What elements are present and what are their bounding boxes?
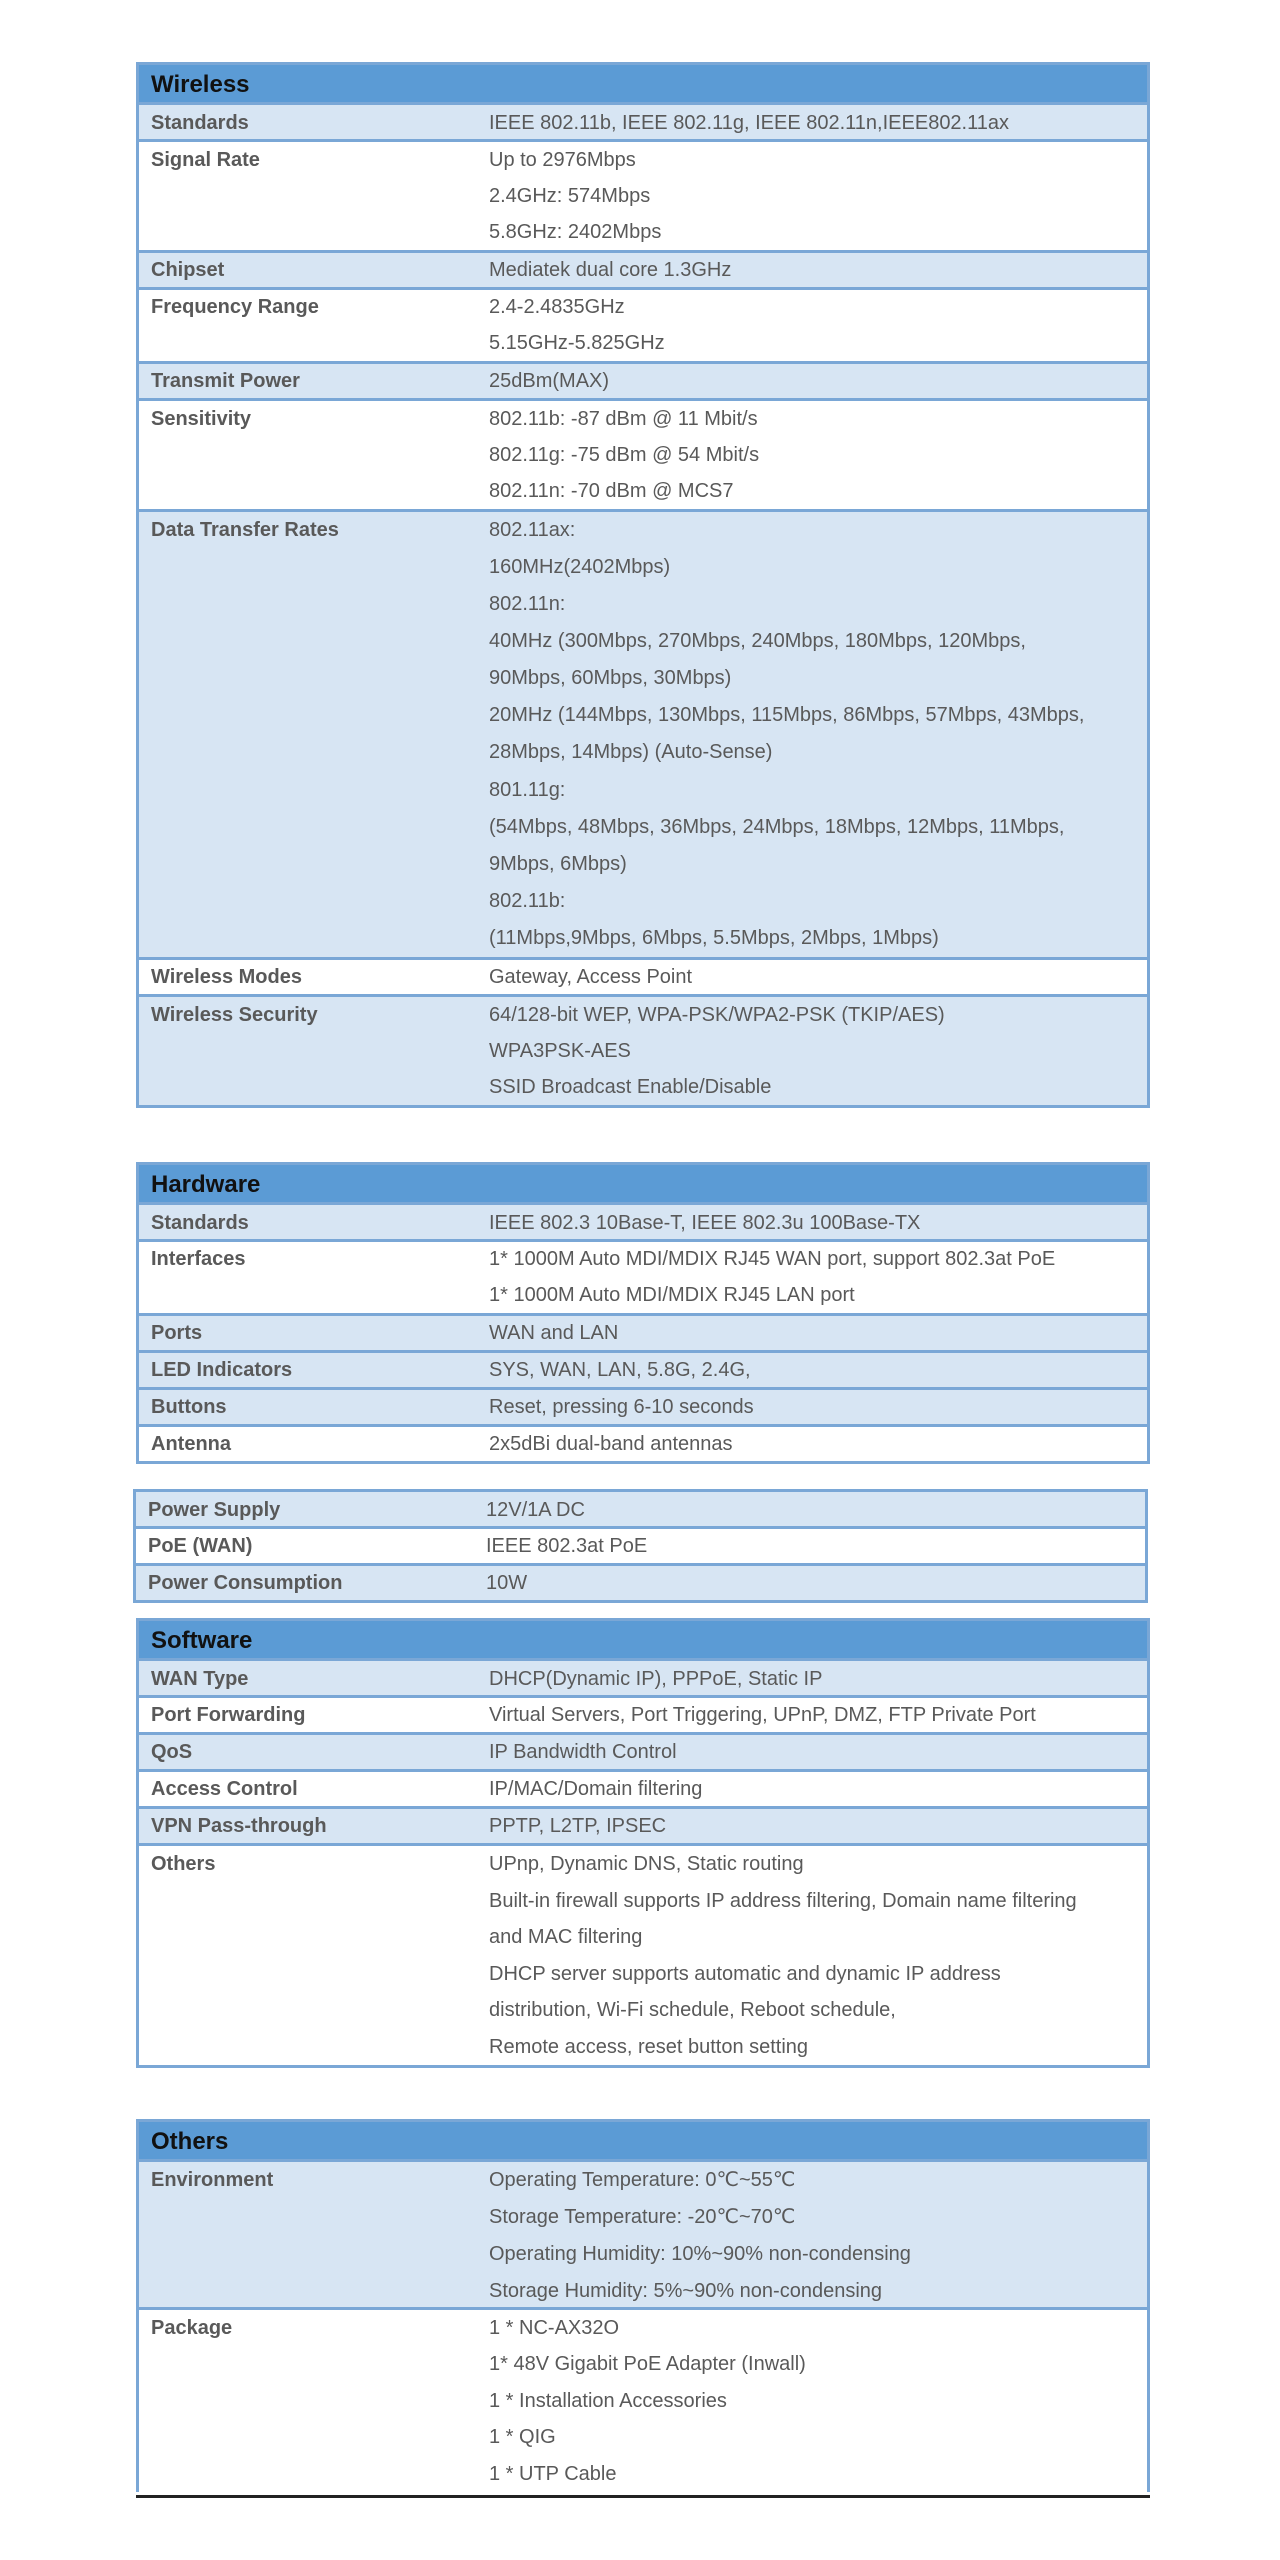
page-bottom-rule [136, 2495, 1150, 2498]
spec-label: VPN Pass-through [151, 1815, 327, 1837]
spec-values [489, 997, 1147, 1105]
spec-value-line: 1 * NC-AX32O [489, 2317, 620, 2339]
software-row-access-control [139, 1769, 1147, 1806]
spec-values [489, 512, 1147, 957]
wireless-row-signal-rate [139, 139, 1147, 250]
spec-values [489, 1353, 1147, 1387]
spec-label: Buttons [151, 1396, 227, 1418]
spec-values [489, 1698, 1147, 1732]
spec-value-line: Storage Humidity: 5%~90% non-condensing [489, 2280, 883, 2302]
spec-value-line: and MAC filtering [489, 1926, 643, 1948]
wireless-row-sensitivity [139, 398, 1147, 509]
wireless-rows [139, 105, 1147, 1105]
spec-value-line: (54Mbps, 48Mbps, 36Mbps, 24Mbps, 18Mbps, 12Mbps, 11Mbps, [489, 815, 1065, 838]
spec-values [489, 960, 1147, 994]
others-section-title: Others [139, 2122, 1147, 2162]
spec-values [489, 1772, 1147, 1806]
power-row-poe-wan [136, 1526, 1145, 1563]
software-row-qos [139, 1732, 1147, 1769]
spec-values [489, 2162, 1147, 2307]
spec-values [489, 105, 1147, 139]
spec-label: Data Transfer Rates [151, 519, 339, 541]
spec-label: Environment [151, 2169, 274, 2191]
power-rows [136, 1492, 1145, 1600]
spec-value-line: 160MHz(2402Mbps) [489, 556, 671, 579]
spec-value-line: IEEE 802.3 10Base-T, IEEE 802.3u 100Base-TX [489, 1212, 921, 1234]
spec-value-line: IEEE 802.3at PoE [486, 1535, 648, 1557]
hardware-section-title: Hardware [139, 1165, 1147, 1205]
spec-label: Port Forwarding [151, 1704, 306, 1726]
spec-value-line: 5.8GHz: 2402Mbps [489, 221, 662, 243]
spec-value-line: 802.11n: [489, 593, 566, 616]
spec-value-line: 90Mbps, 60Mbps, 30Mbps) [489, 667, 732, 690]
spec-label: Power Supply [148, 1499, 281, 1521]
wireless-row-standards [139, 105, 1147, 139]
wireless-row-wireless-security [139, 994, 1147, 1105]
software-row-port-forwarding [139, 1695, 1147, 1732]
spec-label: Transmit Power [151, 370, 300, 392]
spec-label: Power Consumption [148, 1572, 343, 1594]
spec-label: Frequency Range [151, 296, 319, 318]
spec-label: Ports [151, 1322, 203, 1344]
spec-values [489, 1390, 1147, 1424]
spec-value-line: 25dBm(MAX) [489, 370, 610, 392]
spec-label: Sensitivity [151, 408, 252, 430]
spec-value-line: Reset, pressing 6-10 seconds [489, 1396, 754, 1418]
power-row-power-supply [136, 1492, 1145, 1526]
spec-values [489, 142, 1147, 250]
spec-value-line: 1* 1000M Auto MDI/MDIX RJ45 LAN port [489, 1283, 855, 1306]
spec-values [489, 364, 1147, 398]
spec-value-line: 40MHz (300Mbps, 270Mbps, 240Mbps, 180Mbps, 120Mbps, [489, 630, 1026, 653]
spec-value-line: 802.11b: -87 dBm @ 11 Mbit/s [489, 408, 758, 430]
spec-value-line: SSID Broadcast Enable/Disable [489, 1076, 772, 1098]
spec-value-line: 802.11n: -70 dBm @ MCS7 [489, 480, 734, 502]
others-row-package [139, 2307, 1147, 2492]
spec-label: Standards [151, 1212, 249, 1234]
spec-values [486, 1529, 1145, 1563]
hardware-row-standards [139, 1205, 1147, 1239]
spec-value-line: 28Mbps, 14Mbps) (Auto-Sense) [489, 741, 773, 764]
spec-label: Wireless Security [151, 1004, 318, 1026]
hardware-row-ports [139, 1313, 1147, 1350]
spec-value-line: Built-in firewall supports IP address filtering, Domain name filtering [489, 1889, 1077, 1912]
spec-value-line: IEEE 802.11b, IEEE 802.11g, IEEE 802.11n,IEEE802.11ax [489, 112, 1009, 134]
spec-label: Chipset [151, 259, 225, 281]
spec-value-line: 20MHz (144Mbps, 130Mbps, 115Mbps, 86Mbps, 57Mbps, 43Mbps, [489, 704, 1085, 727]
spec-value-line: 10W [486, 1572, 528, 1594]
spec-values [489, 1846, 1147, 2065]
spec-value-line: DHCP(Dynamic IP), PPPoE, Static IP [489, 1668, 823, 1690]
wireless-row-chipset [139, 250, 1147, 287]
spec-value-line: 1 * QIG [489, 2426, 556, 2449]
spec-values [489, 1316, 1147, 1350]
power-spec-table [133, 1489, 1148, 1603]
spec-value-line: Operating Temperature: 0℃~55℃ [489, 2169, 796, 2191]
spec-values [486, 1566, 1145, 1600]
spec-value-line: IP/MAC/Domain filtering [489, 1778, 703, 1800]
wireless-spec-table [136, 62, 1150, 1108]
wireless-row-data-transfer-rates [139, 509, 1147, 957]
spec-value-line: 64/128-bit WEP, WPA-PSK/WPA2-PSK (TKIP/AES) [489, 1004, 945, 1026]
spec-label: PoE (WAN) [148, 1535, 253, 1557]
hardware-row-buttons [139, 1387, 1147, 1424]
spec-value-line: UPnp, Dynamic DNS, Static routing [489, 1853, 804, 1875]
spec-value-line: 802.11g: -75 dBm @ 54 Mbit/s [489, 444, 760, 466]
others-row-environment [139, 2162, 1147, 2307]
spec-value-line: Operating Humidity: 10%~90% non-condensing [489, 2243, 911, 2265]
spec-value-line: 2.4-2.4835GHz [489, 296, 625, 318]
spec-label: WAN Type [151, 1668, 249, 1690]
wireless-row-wireless-modes [139, 957, 1147, 994]
spec-values [489, 1205, 1147, 1239]
spec-label: LED Indicators [151, 1359, 293, 1381]
spec-value-line: 2x5dBi dual-band antennas [489, 1433, 733, 1455]
spec-value-line: 9Mbps, 6Mbps) [489, 852, 627, 875]
spec-value-line: PPTP, L2TP, IPSEC [489, 1815, 667, 1837]
spec-label: Wireless Modes [151, 966, 302, 988]
spec-value-line: Mediatek dual core 1.3GHz [489, 259, 732, 281]
spec-value-line: WPA3PSK-AES [489, 1040, 631, 1062]
spec-value-line: IP Bandwidth Control [489, 1741, 677, 1763]
spec-value-line: (11Mbps,9Mbps, 6Mbps, 5.5Mbps, 2Mbps, 1Mbps) [489, 926, 939, 949]
spec-values [489, 1735, 1147, 1769]
spec-value-line: 802.11ax: [489, 519, 576, 541]
hardware-rows [139, 1205, 1147, 1461]
spec-value-line: Storage Temperature: -20℃~70℃ [489, 2206, 796, 2228]
software-row-wan-type [139, 1661, 1147, 1695]
spec-value-line: 1 * Installation Accessories [489, 2389, 727, 2412]
spec-values [489, 1809, 1147, 1843]
wireless-section-title: Wireless [139, 65, 1147, 105]
software-row-others [139, 1843, 1147, 2065]
spec-value-line: 1 * UTP Cable [489, 2462, 617, 2485]
software-row-vpn-pass-through [139, 1806, 1147, 1843]
spec-value-line: 802.11b: [489, 889, 566, 912]
spec-values [489, 290, 1147, 361]
spec-value-line: Virtual Servers, Port Triggering, UPnP, DMZ, FTP Private Port [489, 1704, 1036, 1726]
spec-values [489, 2310, 1147, 2492]
spec-value-line: 12V/1A DC [486, 1499, 585, 1521]
spec-value-line: Remote access, reset button setting [489, 2035, 809, 2058]
spec-label: Access Control [151, 1778, 298, 1800]
wireless-row-transmit-power [139, 361, 1147, 398]
software-rows [139, 1661, 1147, 2065]
power-row-power-consumption [136, 1563, 1145, 1600]
spec-label: Signal Rate [151, 149, 260, 171]
spec-label: Others [151, 1853, 216, 1875]
wireless-row-frequency-range [139, 287, 1147, 361]
spec-value-line: 1* 48V Gigabit PoE Adapter (Inwall) [489, 2353, 806, 2376]
spec-values [489, 253, 1147, 287]
hardware-row-antenna [139, 1424, 1147, 1461]
spec-value-line: distribution, Wi-Fi schedule, Reboot schedule, [489, 1999, 896, 2021]
spec-values [489, 1661, 1147, 1695]
spec-label: Interfaces [151, 1248, 246, 1270]
spec-label: QoS [151, 1741, 193, 1763]
spec-value-line: Gateway, Access Point [489, 966, 693, 988]
software-spec-table [136, 1618, 1150, 2068]
hardware-row-led-indicators [139, 1350, 1147, 1387]
spec-value-line: DHCP server supports automatic and dynamic IP address [489, 1962, 1001, 1985]
others-spec-table [136, 2119, 1150, 2492]
spec-values [489, 401, 1147, 509]
spec-value-line: Up to 2976Mbps [489, 149, 636, 171]
spec-value-line: 2.4GHz: 574Mbps [489, 185, 651, 207]
spec-label: Standards [151, 112, 249, 134]
spec-value-line: 5.15GHz-5.825GHz [489, 331, 665, 354]
spec-label: Antenna [151, 1433, 231, 1455]
spec-values [489, 1242, 1147, 1313]
hardware-row-interfaces [139, 1239, 1147, 1313]
spec-value-line: WAN and LAN [489, 1322, 619, 1344]
spec-values [486, 1492, 1145, 1526]
spec-label: Package [151, 2317, 233, 2339]
spec-value-line: 1* 1000M Auto MDI/MDIX RJ45 WAN port, support 802.3at PoE [489, 1248, 1056, 1270]
software-section-title: Software [139, 1621, 1147, 1661]
spec-value-line: 801.11g: [489, 778, 566, 801]
others-rows [139, 2162, 1147, 2492]
hardware-spec-table [136, 1162, 1150, 1464]
spec-value-line: SYS, WAN, LAN, 5.8G, 2.4G, [489, 1359, 751, 1381]
spec-values [489, 1427, 1147, 1461]
